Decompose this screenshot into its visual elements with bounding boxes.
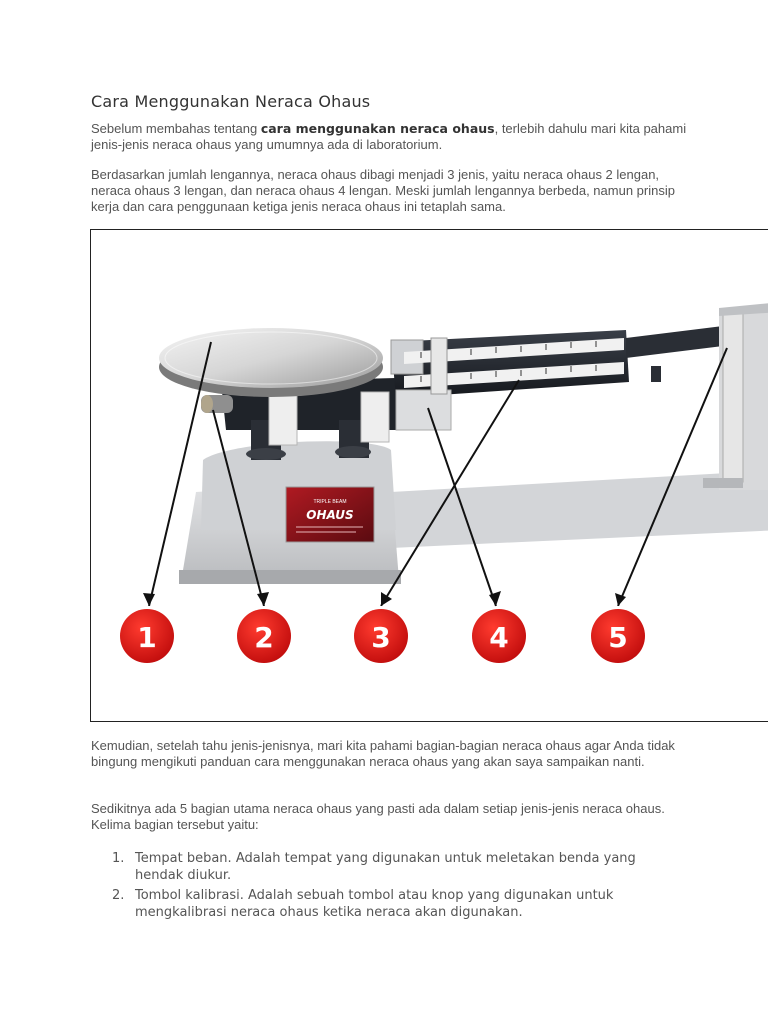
callout-arrowheads <box>143 591 626 606</box>
balance-base <box>179 441 768 584</box>
callout-circle-4 <box>469 606 529 666</box>
callout-label-4: 4 <box>489 621 509 654</box>
callout-circle-3 <box>351 606 411 666</box>
callout-circle-1 <box>117 606 177 666</box>
ohaus-logo-badge <box>286 487 374 542</box>
ohaus-balance-figure <box>90 229 768 722</box>
article-title: Cara Menggunakan Neraca Ohaus <box>91 92 371 111</box>
types-paragraph: Berdasarkan jumlah lengannya, neraca ohaus dibagi menjadi 3 jenis, yaitu neraca ohaus 2 lengan, neraca ohaus 3 lengan, dan neraca ohaus 4 lengan. Meski jumlah lengannya berbeda, namun prinsip kerja dan cara penggunaan ketiga jenis neraca ohaus ini tetaplah sama. <box>91 167 675 214</box>
list-item-number: 1. <box>112 851 125 866</box>
intro-bold-phrase: cara menggunakan neraca ohaus <box>260 121 495 136</box>
list-item <box>112 887 672 921</box>
callout-circle-2 <box>234 606 294 666</box>
brand-text: OHAUS <box>306 508 354 522</box>
list-item-text: Tombol kalibrasi. Adalah sebuah tombol atau knop yang digunakan untuk mengkalibrasi neraca ohaus ketika neraca akan digunakan. <box>135 888 614 920</box>
callout-label-1: 1 <box>137 621 157 654</box>
intro-text-after: , terlebih dahulu mari kita pahami jenis-jenis neraca ohaus yang umumnya ada di laboratorium. <box>91 121 687 152</box>
callout-label-5: 5 <box>608 621 628 654</box>
intro-text-before: Sebelum membahas tentang <box>91 121 261 136</box>
rider-weight <box>431 338 447 394</box>
list-item <box>112 850 672 884</box>
ohaus-balance-illustration <box>91 230 768 722</box>
badge-text: TRIPLE BEAM <box>313 499 347 505</box>
callout-circle-5 <box>588 606 648 666</box>
parts-count-paragraph: Sedikitnya ada 5 bagian utama neraca ohaus yang pasti ada dalam setiap jenis-jenis neraca ohaus. Kelima bagian tersebut yaitu: <box>91 801 665 832</box>
triple-beam-arms <box>391 326 723 430</box>
callout-label-3: 3 <box>371 621 391 654</box>
list-item-text: Tempat beban. Adalah tempat yang digunakan untuk meletakan benda yang hendak diukur. <box>135 851 636 883</box>
weighing-pan <box>159 328 383 397</box>
parts-intro-paragraph: Kemudian, setelah tahu jenis-jenisnya, mari kita pahami bagian-bagian neraca ohaus agar Anda tidak bingung mengikuti panduan cara menggunakan neraca ohaus yang akan saya sampaikan nanti. <box>91 738 675 769</box>
callout-label-2: 2 <box>254 621 274 654</box>
list-item-number: 2. <box>112 888 125 903</box>
intro-paragraph <box>91 121 691 153</box>
parts-list <box>112 850 672 924</box>
